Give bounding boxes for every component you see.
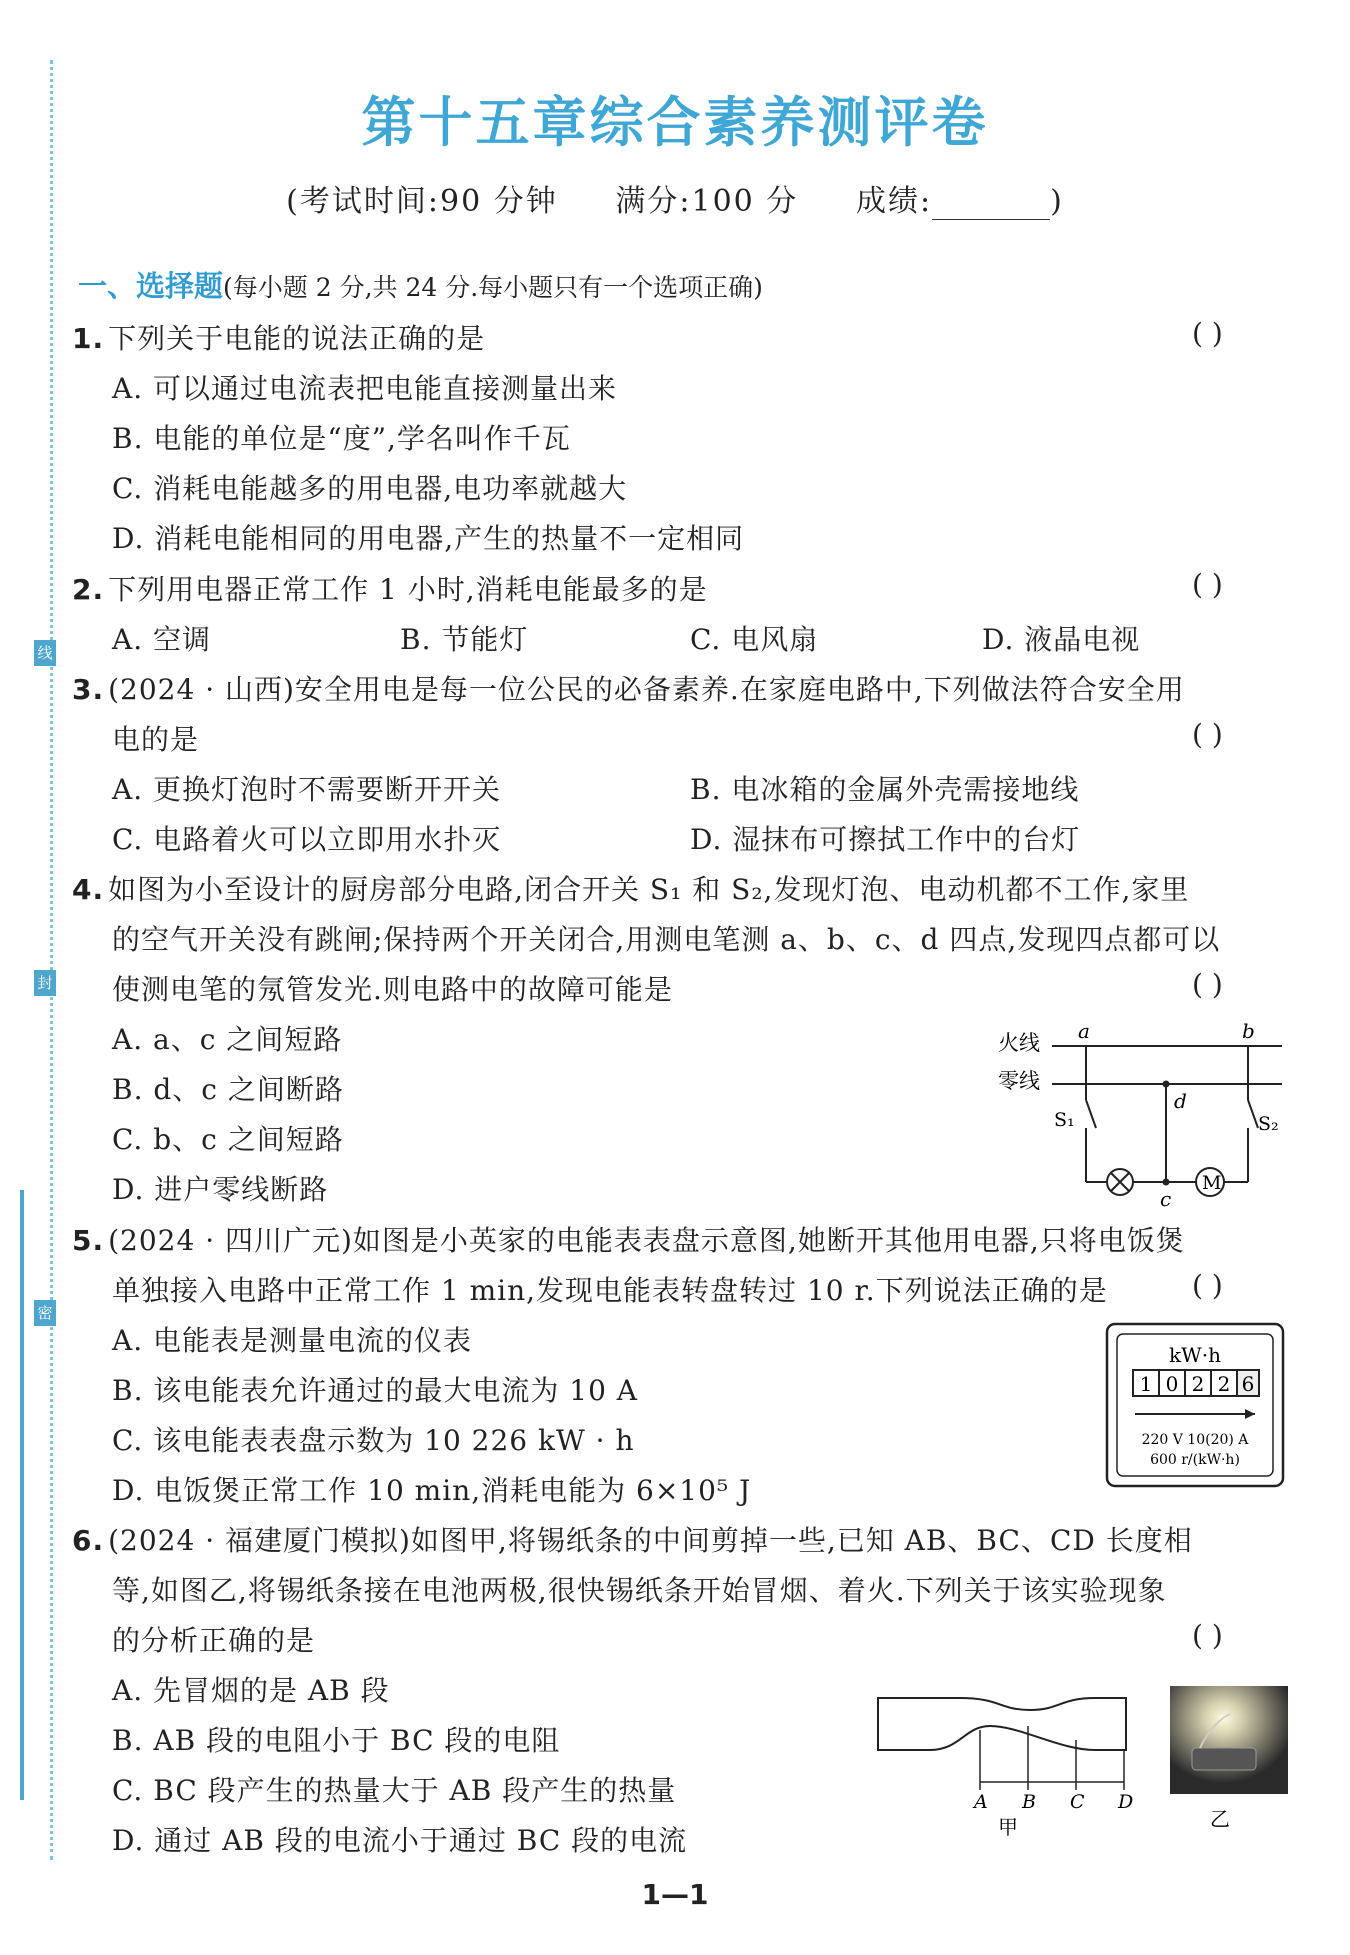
section-heading [78, 264, 763, 305]
q5-meter-digit-5: 6 [1241, 1372, 1255, 1396]
q4-answer-paren[interactable]: ( ) [1192, 968, 1223, 1001]
q5-meter-rev: 600 r/(kW·h) [1150, 1452, 1240, 1468]
q4-fig-switch-s1 [1086, 1100, 1096, 1128]
q6-option-a: A. 先冒烟的是 AB 段 [112, 1674, 390, 1707]
q4-number: 4. [72, 873, 105, 906]
margin-mark-line: 线 [34, 640, 56, 666]
margin-bar [20, 1190, 24, 1800]
q3-option-b: B. 电冰箱的金属外壳需接地线 [690, 773, 1080, 806]
q6-fig-caption-jia: 甲 [998, 1815, 1018, 1839]
q6-answer-paren[interactable]: ( ) [1192, 1619, 1223, 1652]
q2-answer-paren[interactable]: ( ) [1192, 568, 1223, 601]
q4-fig-node-c [1163, 1179, 1170, 1186]
q5-stem-line2: 单独接入电路中正常工作 1 min,发现电能表转盘转过 10 r.下列说法正确的是 [112, 1274, 1108, 1307]
q3-stem-line1 [72, 668, 1185, 708]
q5-meter-digit-2: 0 [1165, 1372, 1179, 1396]
q1-option-a: A. 可以通过电流表把电能直接测量出来 [112, 372, 618, 405]
q6-stem-line3: 的分析正确的是 [112, 1624, 316, 1657]
q4-stem-line3: 使测电笔的氖管发光.则电路中的故障可能是 [112, 973, 673, 1006]
q4-option-d: D. 进户零线断路 [112, 1173, 329, 1206]
q5-meter-figure [1105, 1322, 1285, 1488]
q6-fig-label-b: B [1022, 1791, 1036, 1813]
q3-text-line1: (2024 · 山西)安全用电是每一位公民的必备素养.在家庭电路中,下列做法符合安全用 [108, 673, 1185, 706]
q6-fig-label-a: A [974, 1791, 988, 1813]
q6-photo-battery-icon [1192, 1748, 1256, 1770]
q4-fig-live-label: 火线 [998, 1031, 1040, 1055]
q4-fig-node-d [1163, 1081, 1170, 1088]
q4-text-line1: 如图为小至设计的厨房部分电路,闭合开关 S₁ 和 S₂,发现灯泡、电动机都不工作,家里 [108, 873, 1190, 906]
binding-dotted-line [50, 60, 53, 1860]
margin-mark-secret: 密 [34, 1300, 56, 1326]
q6-stem-line1 [72, 1519, 1193, 1559]
q1-number: 1. [72, 322, 105, 355]
q6-number: 6. [72, 1524, 105, 1557]
q1-stem [72, 317, 485, 357]
section-note: (每小题 2 分,共 24 分.每小题只有一个选项正确) [223, 273, 763, 302]
q5-meter-digit-1: 1 [1139, 1372, 1153, 1396]
q5-stem-line1 [72, 1219, 1185, 1259]
section-title: 一、选择题 [78, 269, 224, 303]
q4-fig-neutral-label: 零线 [998, 1069, 1040, 1093]
q1-option-c: C. 消耗电能越多的用电器,电功率就越大 [112, 472, 628, 505]
q4-stem-line1 [72, 868, 1189, 908]
q6-foil-strip [878, 1698, 1126, 1750]
q2-stem [72, 568, 708, 608]
q4-fig-point-c: c [1160, 1187, 1172, 1208]
q5-meter-digit-4: 2 [1217, 1372, 1231, 1396]
q5-option-a: A. 电能表是测量电流的仪表 [112, 1324, 473, 1357]
q4-option-c: C. b、c 之间短路 [112, 1123, 344, 1156]
q4-fig-motor-label: M [1202, 1172, 1222, 1194]
q4-fig-point-b: b [1242, 1019, 1255, 1043]
q5-meter-rating: 220 V 10(20) A [1141, 1432, 1249, 1448]
q5-meter-digit-3: 2 [1191, 1372, 1205, 1396]
q6-option-d: D. 通过 AB 段的电流小于通过 BC 段的电流 [112, 1824, 688, 1857]
q6-fig-label-d: D [1118, 1791, 1134, 1813]
q6-option-c: C. BC 段产生的热量大于 AB 段产生的热量 [112, 1774, 677, 1807]
q4-fig-s2-label: S₂ [1258, 1113, 1279, 1135]
q3-answer-paren[interactable]: ( ) [1192, 718, 1223, 751]
q3-option-c: C. 电路着火可以立即用水扑灭 [112, 823, 502, 856]
q4-option-b: B. d、c 之间断路 [112, 1073, 344, 1106]
q6-fig-caption-yi: 乙 [1210, 1807, 1230, 1831]
page-title: 第十五章综合素养测评卷 [361, 91, 989, 154]
score-label: 成绩: [855, 184, 933, 219]
q2-option-d: D. 液晶电视 [982, 623, 1141, 656]
q2-text: 下列用电器正常工作 1 小时,消耗电能最多的是 [108, 573, 708, 606]
page-number: 1—1 [641, 1878, 709, 1911]
q3-option-a: A. 更换灯泡时不需要断开开关 [112, 773, 502, 806]
q6-stem-line2: 等,如图乙,将锡纸条接在电池两极,很快锡纸条开始冒烟、着火.下列关于该实验现象 [112, 1574, 1167, 1607]
q6-fig-label-c: C [1070, 1791, 1085, 1813]
q5-answer-paren[interactable]: ( ) [1192, 1269, 1223, 1302]
q2-option-b: B. 节能灯 [400, 623, 529, 656]
q4-fig-point-d: d [1174, 1089, 1187, 1113]
margin-mark-seal: 封 [34, 970, 56, 996]
q5-text-line1: (2024 · 四川广元)如图是小英家的电能表表盘示意图,她断开其他用电器,只将电饭煲 [108, 1224, 1185, 1257]
full-score: 满分:100 分 [615, 184, 799, 219]
q5-meter-unit: kW·h [1169, 1343, 1221, 1367]
q3-number: 3. [72, 673, 105, 706]
q6-photo-background [1170, 1686, 1288, 1794]
q4-option-a: A. a、c 之间短路 [112, 1023, 343, 1056]
q6-option-b: B. AB 段的电阻小于 BC 段的电阻 [112, 1724, 561, 1757]
exam-info [0, 176, 1350, 220]
q5-option-b: B. 该电能表允许通过的最大电流为 10 A [112, 1374, 639, 1407]
q1-text: 下列关于电能的说法正确的是 [108, 322, 486, 355]
q4-fig-switch-s2 [1248, 1100, 1258, 1128]
q5-number: 5. [72, 1224, 105, 1257]
q3-stem-line2: 电的是 [112, 723, 200, 756]
q1-answer-paren[interactable]: ( ) [1192, 317, 1223, 350]
q5-option-d: D. 电饭煲正常工作 10 min,消耗电能为 6×10⁵ J [112, 1474, 752, 1507]
q6-photo-figure [1170, 1686, 1290, 1836]
q6-text-line1: (2024 · 福建厦门模拟)如图甲,将锡纸条的中间剪掉一些,已知 AB、BC、CD 长度相 [108, 1524, 1193, 1557]
q4-circuit-figure [990, 1018, 1290, 1208]
q5-option-c: C. 该电能表表盘示数为 10 226 kW · h [112, 1424, 635, 1457]
q4-fig-s1-label: S₁ [1054, 1109, 1075, 1131]
q4-stem-line2: 的空气开关没有跳闸;保持两个开关闭合,用测电笔测 a、b、c、d 四点,发现四点都可以 [112, 923, 1221, 956]
q3-option-d: D. 湿抹布可擦拭工作中的台灯 [690, 823, 1081, 856]
q2-number: 2. [72, 573, 105, 606]
exam-time: (考试时间:90 分钟 [286, 184, 558, 219]
q2-option-a: A. 空调 [112, 623, 212, 656]
q2-option-c: C. 电风扇 [690, 623, 819, 656]
score-close: ) [1050, 184, 1064, 219]
q1-option-b: B. 电能的单位是“度”,学名叫作千瓦 [112, 422, 571, 455]
q6-foil-figure [870, 1690, 1140, 1840]
score-blank[interactable] [932, 193, 1050, 220]
q4-fig-point-a: a [1078, 1019, 1090, 1043]
q1-option-d: D. 消耗电能相同的用电器,产生的热量不一定相同 [112, 522, 745, 555]
